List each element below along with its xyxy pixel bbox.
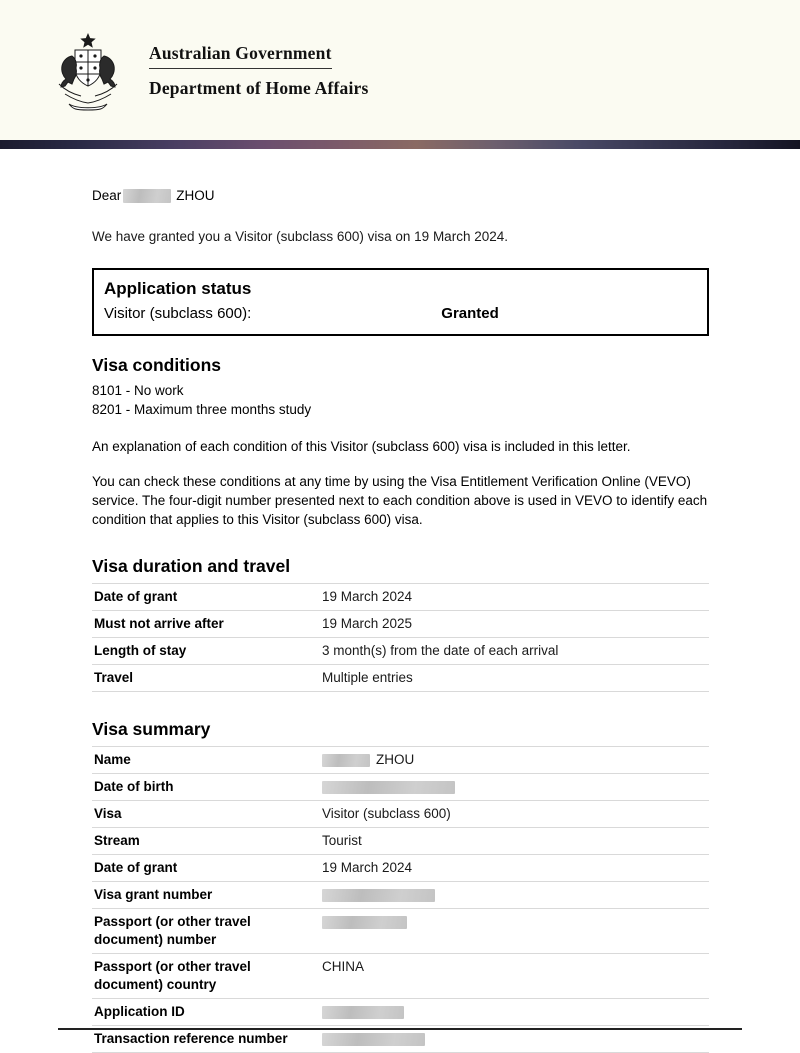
visa-conditions-heading: Visa conditions — [92, 355, 222, 375]
row-value — [322, 909, 709, 954]
row-label: Passport (or other travel document) number — [94, 914, 251, 947]
redacted-passport-number — [322, 916, 407, 929]
conditions-explanation: An explanation of each condition of this Visitor (subclass 600) visa is included in this letter. — [92, 439, 631, 454]
grant-sentence: We have granted you a Visitor (subclass 600) visa on 19 March 2024. — [92, 229, 508, 244]
document-header — [0, 0, 800, 140]
row-value: 19 March 2025 — [322, 616, 413, 631]
table-row — [92, 828, 709, 855]
salutation-surname: ZHOU — [176, 188, 215, 203]
visa-duration-table — [92, 583, 709, 692]
application-status-heading: Application status — [104, 279, 252, 298]
commonwealth-coat-of-arms-icon — [45, 28, 131, 114]
table-row — [92, 954, 709, 999]
header-inner — [45, 28, 369, 114]
vevo-note: You can check these conditions at any time by using the Visa Entitlement Verification Online (VEVO) service. The four-digit number presented next to each condition above is used in VEVO to identify each condition that applies to this Visitor (subclass 600) visa. — [92, 474, 708, 527]
row-label: Visa — [94, 806, 122, 821]
row-value — [322, 999, 709, 1026]
row-label: Date of birth — [94, 779, 174, 794]
row-label: Must not arrive after — [94, 616, 224, 631]
redacted-transaction-reference-number — [322, 1033, 425, 1046]
salutation — [92, 186, 712, 205]
status-badge: Granted — [441, 305, 499, 322]
row-value: Multiple entries — [322, 670, 413, 685]
table-row — [92, 774, 709, 801]
visa-summary-table — [92, 746, 709, 1053]
row-label: Travel — [94, 670, 134, 685]
row-label: Passport (or other travel document) country — [94, 959, 251, 992]
row-value: 19 March 2024 — [322, 589, 413, 604]
row-value — [322, 882, 709, 909]
table-row — [92, 747, 709, 774]
government-wordmark — [145, 43, 369, 99]
row-label: Visa grant number — [94, 887, 213, 902]
document-body — [92, 186, 712, 1053]
redacted-application-id — [322, 1006, 404, 1019]
redacted-visa-grant-number — [322, 889, 435, 902]
table-row — [92, 665, 709, 692]
redacted-given-name — [322, 754, 370, 767]
application-status-label: Visitor (subclass 600): — [104, 305, 252, 322]
table-row — [92, 801, 709, 828]
row-label: Transaction reference number — [94, 1031, 288, 1046]
application-status-box — [92, 268, 709, 336]
application-status-row — [104, 304, 697, 324]
australian-government-text: Australian Government — [149, 43, 332, 69]
row-value — [322, 774, 709, 801]
salutation-prefix: Dear — [92, 188, 122, 203]
table-row — [92, 999, 709, 1026]
table-row — [92, 638, 709, 665]
visa-duration-heading: Visa duration and travel — [92, 556, 291, 576]
table-row — [92, 909, 709, 954]
department-name-text: Department of Home Affairs — [149, 78, 369, 98]
row-value: CHINA — [322, 959, 365, 974]
row-label: Date of grant — [94, 860, 178, 875]
row-label: Length of stay — [94, 643, 187, 658]
surname-text: ZHOU — [376, 752, 415, 767]
row-value — [322, 747, 709, 774]
table-row — [92, 855, 709, 882]
header-gradient-rule — [0, 140, 800, 149]
redacted-given-name — [123, 189, 171, 203]
row-value: 3 month(s) from the date of each arrival — [322, 643, 559, 658]
visa-condition-item: 8101 - No work — [92, 383, 184, 398]
visa-condition-item: 8201 - Maximum three months study — [92, 401, 312, 417]
row-value: Tourist — [322, 833, 362, 848]
row-label: Name — [94, 752, 131, 767]
visa-summary-heading: Visa summary — [92, 719, 211, 739]
table-row — [92, 611, 709, 638]
table-row — [92, 882, 709, 909]
row-label: Application ID — [94, 1004, 185, 1019]
row-label: Date of grant — [94, 589, 178, 604]
row-label: Stream — [94, 833, 140, 848]
row-value: Visitor (subclass 600) — [322, 806, 451, 821]
redacted-date-of-birth — [322, 781, 455, 794]
row-value: 19 March 2024 — [322, 860, 413, 875]
table-row — [92, 584, 709, 611]
footer-divider — [58, 1028, 742, 1030]
